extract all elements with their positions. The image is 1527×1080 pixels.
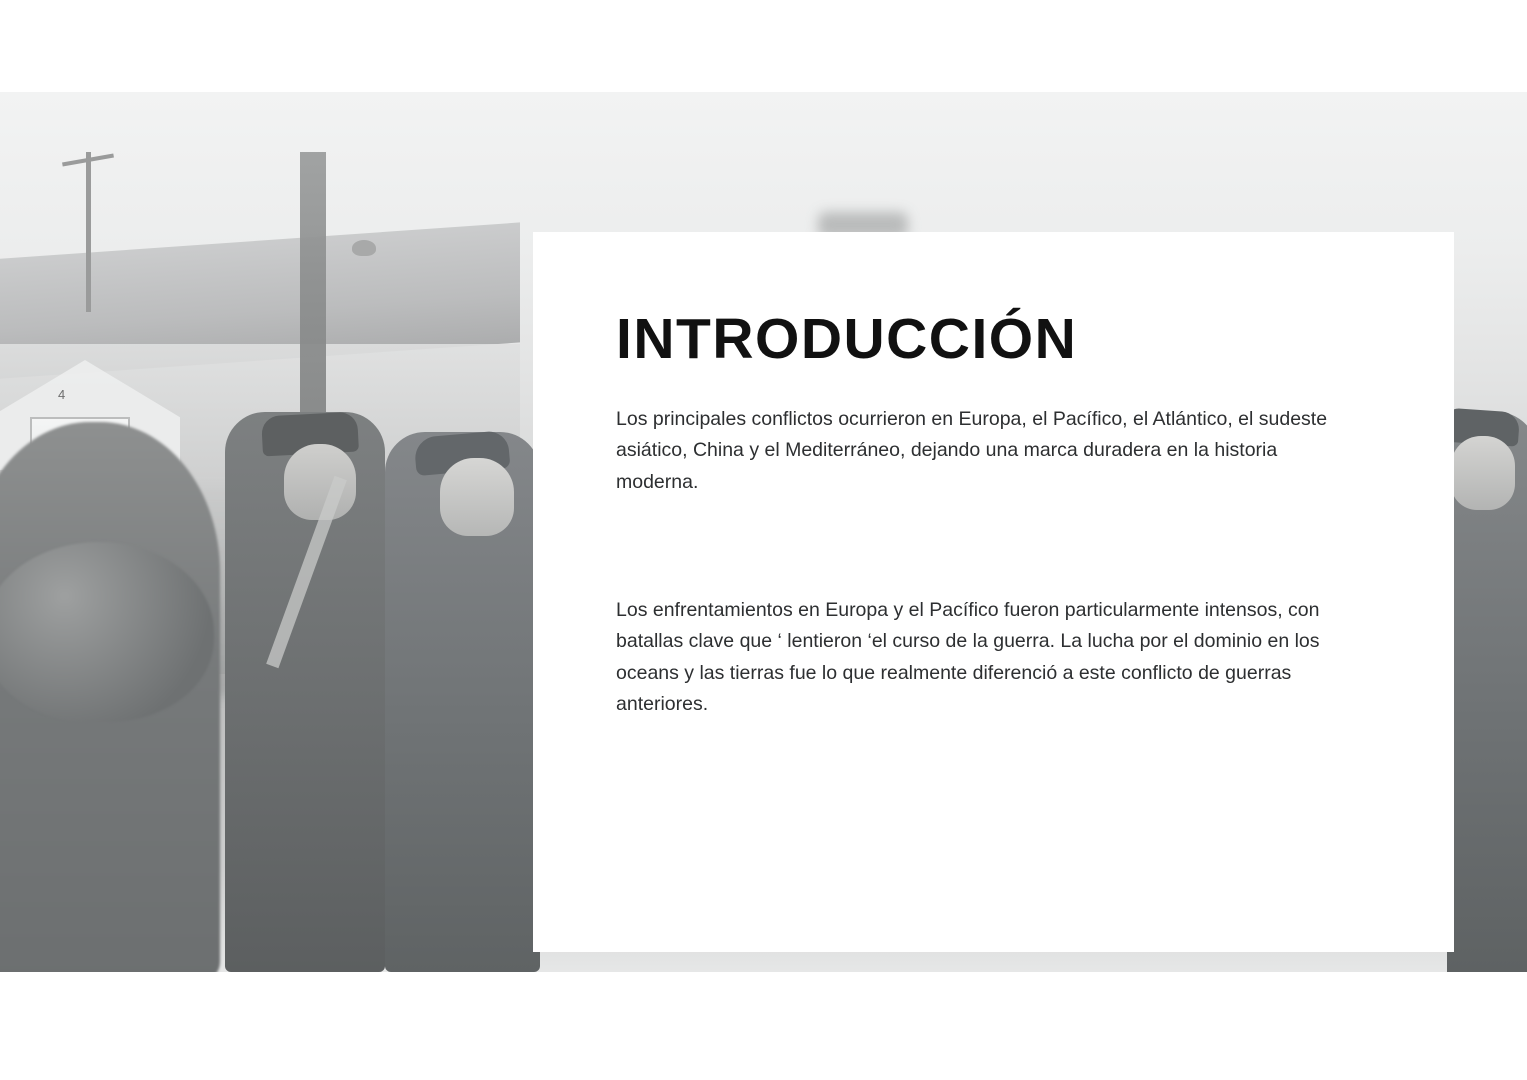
- page-title: INTRODUCCIÓN: [616, 307, 1078, 371]
- barrack-number-label: 4: [58, 387, 66, 402]
- soldier-face: [440, 458, 514, 536]
- paragraph-1: Los principales conflictos ocurrieron en Europa, el Pacífico, el Atlántico, el sudeste asiático, China y el Mediterráneo, dejando una marca duradera en la historia moderna.: [616, 407, 1328, 493]
- content-card-inner: [533, 232, 1454, 721]
- foreground-soldier-helmet: [0, 542, 214, 722]
- bottom-letterbox: [0, 972, 1527, 1080]
- lamp: [352, 240, 376, 256]
- top-letterbox: [0, 0, 1527, 92]
- utility-pole: [86, 152, 91, 312]
- content-card: [533, 232, 1454, 952]
- background-photo-right: [1447, 92, 1527, 972]
- paragraph-2: Los enfrentamientos en Europa y el Pacífico fueron particularmente intensos, con batallas clave que ‘ lentieron ‘el curso de la guerra. La lucha por el dominio en los oceans y las tierras fue lo que realmente diferenció a este conflicto de guerras anteriores.: [616, 598, 1320, 716]
- right-soldier-face: [1451, 436, 1515, 510]
